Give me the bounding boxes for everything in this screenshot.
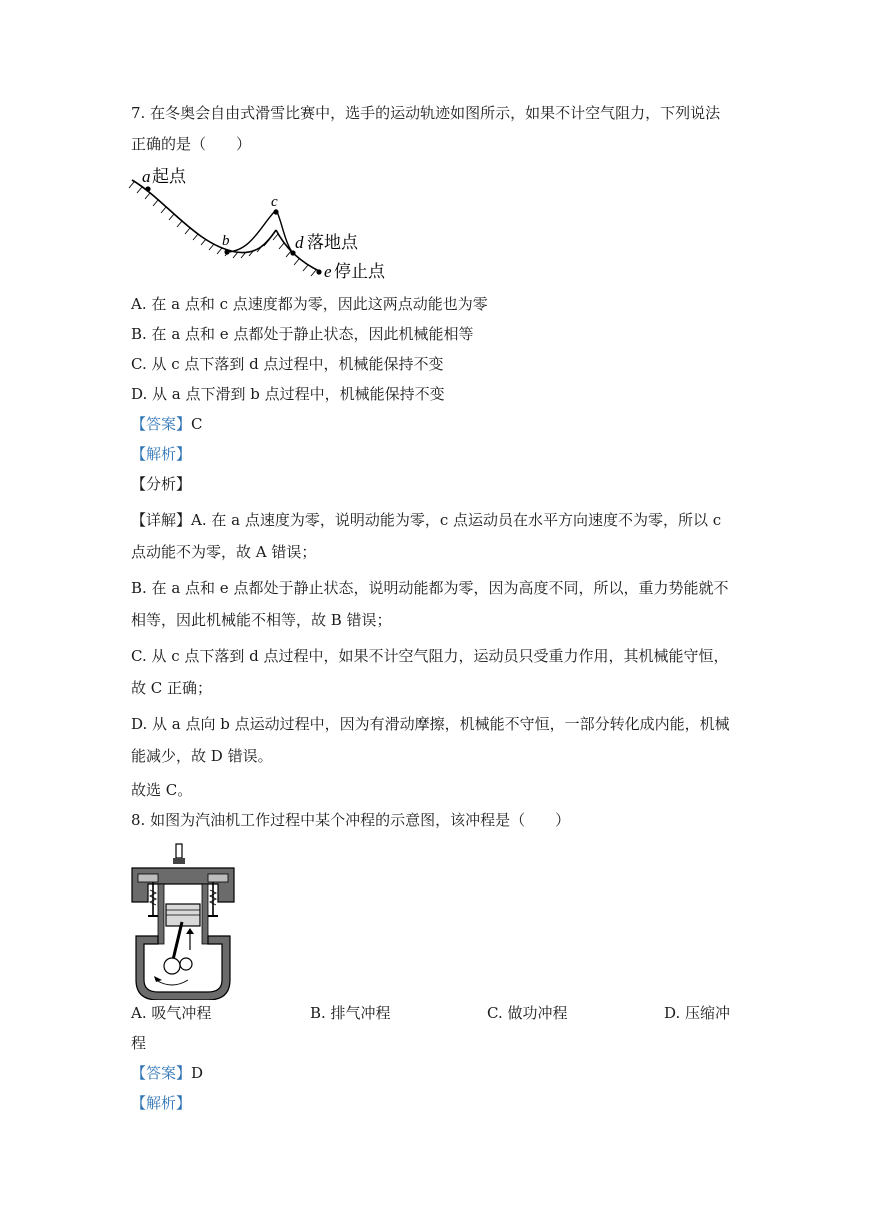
answer-tag: 【答案】 [131,415,192,433]
detail-tag: 【详解】 [131,511,192,529]
point-b [224,249,229,254]
label-c: c [271,194,278,210]
label-d: d [295,233,304,252]
label-e: e [324,262,332,281]
q8-option-d: D. 压缩冲 [664,1004,731,1022]
q7-detail-c-line1: C. 从 c 点下落到 d 点过程中，如果不计空气阻力，运动员只受重力作用，其机械能守恒， [131,647,729,665]
q7-fenxi-tag: 【分析】 [131,475,192,493]
q7-option-a: A. 在 a 点和 c 点速度都为零，因此这两点动能也为零 [131,295,488,313]
q7-detail-d-line1: D. 从 a 点向 b 点运动过程中，因为有滑动摩擦，机械能不守恒，一部分转化成内能，机械 [131,715,730,733]
q7-stem-line2: 正确的是（ ） [131,135,252,153]
q8-stem: 8. 如图为汽油机工作过程中某个冲程的示意图，该冲程是（ ） [131,811,571,829]
ski-trajectory-figure [126,160,396,285]
point-e [316,269,321,274]
q7-conclusion: 故选 C。 [131,781,193,799]
label-e-text: 停止点 [334,262,385,282]
engine-stroke-figure [128,840,238,1000]
q8-answer-tag: 【答案】 [131,1064,192,1082]
q7-option-b: B. 在 a 点和 e 点都处于静止状态，因此机械能相等 [131,325,474,343]
label-a-text: 起点 [152,167,186,187]
q7-answer [131,414,741,434]
point-a [145,186,150,191]
q8-answer [131,1063,741,1083]
q7-detail-b-line2: 相等，因此机械能不相等，故 B 错误； [131,611,392,629]
q7-detail-c-line2: 故 C 正确； [131,679,213,697]
q7-detail-b-line1: B. 在 a 点和 e 点都处于静止状态，说明动能都为零，因为高度不同，所以，重力势能就不 [131,579,729,597]
q7-stem-line1: 7. 在冬奥会自由式滑雪比赛中，选手的运动轨迹如图所示，如果不计空气阻力，下列说法 [131,104,721,122]
detail-a-text: A. 在 a 点速度为零，说明动能为零，c 点运动员在水平方向速度不为零，所以 c [191,511,722,529]
q8-analysis-tag: 【解析】 [131,1094,192,1112]
q7-detail-a-line2: 点动能不为零，故 A 错误； [131,543,317,561]
label-b: b [222,233,230,249]
q8-option-d-wrap: 程 [131,1034,147,1052]
q7-option-d: D. 从 a 点下滑到 b 点过程中，机械能保持不变 [131,385,445,403]
point-c [273,209,278,214]
q8-option-b: B. 排气冲程 [310,1004,391,1022]
q7-detail-d-line2: 能减少，故 D 错误。 [131,747,273,765]
label-d-text: 落地点 [307,233,358,253]
label-a: a [142,167,151,186]
q8-answer-value: D [191,1064,204,1082]
q8-option-c: C. 做功冲程 [487,1004,568,1022]
q7-detail-a-line1 [131,510,741,530]
q7-analysis-tag: 【解析】 [131,445,192,463]
q8-option-a: A. 吸气冲程 [131,1004,212,1022]
answer-value: C [191,415,203,433]
q7-option-c: C. 从 c 点下落到 d 点过程中，机械能保持不变 [131,355,444,373]
